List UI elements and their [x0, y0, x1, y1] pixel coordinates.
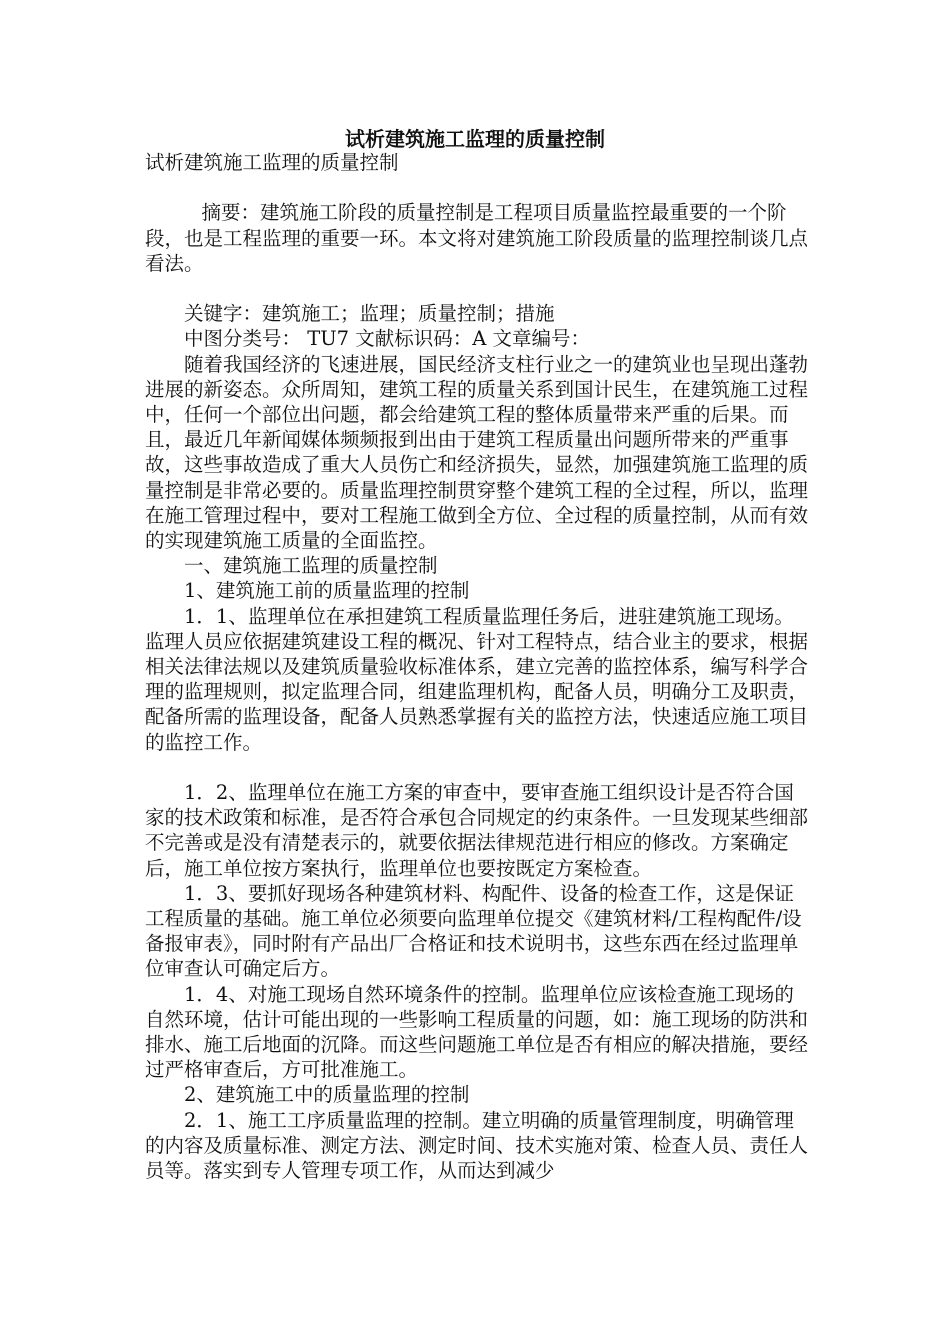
keywords-line: 关键字：建筑施工；监理；质量控制；措施 [184, 302, 555, 326]
body-paragraph: 1．1、监理单位在承担建筑工程质量监理任务后，进驻建筑施工现场。监理人员应依据建筑建设工程的概况、针对工程特点，结合业主的要求，根据相关法律法规以及建筑质量验收标准体系，建立完善的监控体系，编写科学合理的监理规则，拟定监理合同，组建监理机构，配备人员，明确分工及职责，配备所需的监理设备，配备人员熟悉掌握有关的监控方法，快速适应施工项目的监控工作。 [145, 604, 809, 754]
document-title: 试析建筑施工监理的质量控制 [345, 127, 605, 151]
body-paragraph: 2．1、施工工序质量监理的控制。建立明确的质量管理制度，明确管理的内容及质量标准、测定方法、测定时间、技术实施对策、检查人员、责任人员等。落实到专人管理专项工作，从而达到减少 [145, 1108, 809, 1183]
classification-line: 中图分类号： TU7 文献标识码：A 文章编号： [184, 327, 591, 351]
document-subtitle: 试析建筑施工监理的质量控制 [145, 151, 399, 174]
body-paragraph: 1．4、对施工现场自然环境条件的控制。监理单位应该检查施工现场的自然环境，估计可能出现的一些影响工程质量的问题，如：施工现场的防洪和排水、施工后地面的沉降。而这些问题施工单位是否有相应的解决措施，要经过严格审查后，方可批准施工。 [145, 982, 809, 1082]
body-paragraph: 1．3、要抓好现场各种建筑材料、构配件、设备的检查工作，这是保证工程质量的基础。施工单位必须要向监理单位提交《建筑材料/工程构配件/设备报审表》，同时附有产品出厂合格证和技术说明书，这些东西在经过监理单位审查认可确定后方。 [145, 881, 802, 981]
spacer [145, 276, 810, 301]
intro-paragraph: 随着我国经济的飞速进展，国民经济支柱行业之一的建筑业也呈现出蓬勃进展的新姿态。众所周知，建筑工程的质量关系到国计民生，在建筑施工过程中，任何一个部位出问题，都会给建筑工程的整体质量带来严重的后果。而且，最近几年新闻媒体频频报到出由于建筑工程质量出问题所带来的严重事故，这些事故造成了重大人员伤亡和经济损失，显然，加强建筑施工监理的质量控制是非常必要的。质量监理控制贯穿整个建筑工程的全过程，所以，监理在施工管理过程中，要对工程施工做到全方位、全过程的质量控制，从而有效的实现建筑施工质量的全面监控。 [145, 352, 809, 553]
body-paragraph: 1．2、监理单位在施工方案的审查中，要审查施工组织设计是否符合国家的技术政策和标准，是否符合承包合同规定的约束条件。一旦发现某些细部不完善或是没有清楚表示的，就要依据法律规范进行相应的修改。方案确定后，施工单位按方案执行，监理单位也要按既定方案检查。 [145, 781, 809, 880]
spacer [145, 755, 810, 780]
abstract-paragraph: 摘要：建筑施工阶段的质量控制是工程项目质量监控最重要的一个阶段，也是工程监理的重要一环。本文将对建筑施工阶段质量的监理控制谈几点看法。 [145, 201, 809, 275]
document-body [145, 150, 810, 1183]
subsection-heading: 2、建筑施工中的质量监理的控制 [184, 1083, 470, 1107]
section-heading: 一、建筑施工监理的质量控制 [184, 554, 438, 578]
subsection-heading: 1、建筑施工前的质量监理的控制 [184, 579, 470, 603]
spacer [145, 175, 810, 200]
